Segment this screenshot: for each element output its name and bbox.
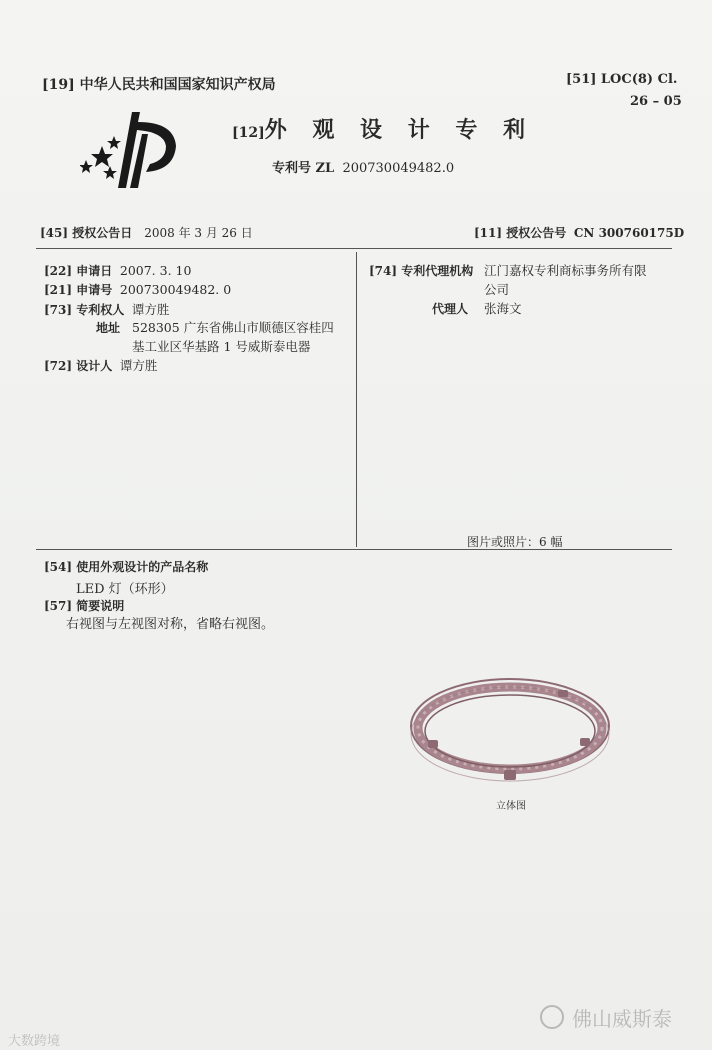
watermark-right bbox=[540, 1003, 672, 1032]
divider-bottom bbox=[36, 549, 672, 550]
patentee: 谭方胜 bbox=[131, 302, 170, 317]
agency-line-1: 江门嘉权专利商标事务所有限 bbox=[484, 263, 647, 278]
patent-number: 200730049482.0 bbox=[342, 161, 455, 176]
designer-label: [72] 设计人 bbox=[44, 359, 113, 373]
address-label: 地址 bbox=[96, 321, 121, 335]
loc-classification: [51] LOC(8) Cl. bbox=[566, 72, 678, 87]
address-line-2: 基工业区华基路 1 号威斯泰电器 bbox=[132, 339, 311, 354]
application-date: 2007. 3. 10 bbox=[119, 263, 192, 278]
document-type-code: [12] bbox=[232, 125, 265, 141]
led-ring-lamp-image bbox=[408, 668, 612, 786]
column-divider bbox=[356, 252, 357, 547]
patentee-label: [73] 专利权人 bbox=[44, 303, 125, 317]
application-date-label: [22] 申请日 bbox=[44, 264, 113, 278]
product-name-label: [54] 使用外观设计的产品名称 bbox=[44, 560, 209, 574]
document-type: 外 观 设 计 专 利 bbox=[264, 117, 535, 143]
watermark-left: 大数跨境 bbox=[8, 1034, 61, 1049]
grant-pub-number: CN 300760175D bbox=[573, 226, 685, 240]
divider-top bbox=[36, 248, 672, 249]
agency-line-2: 公司 bbox=[484, 282, 510, 297]
application-number-line bbox=[44, 281, 231, 298]
office-name: [19] 中华人民共和国国家知识产权局 bbox=[42, 77, 276, 93]
application-number: 200730049482. 0 bbox=[119, 282, 232, 297]
address-line-1: 528305 广东省佛山市顺德区容桂四 bbox=[132, 320, 334, 335]
patent-office-emblem-icon bbox=[80, 108, 192, 194]
designer-line bbox=[44, 356, 157, 374]
loc-classification-code: 26 – 05 bbox=[630, 94, 682, 109]
grant-date: 2008 年 3 月 26 日 bbox=[144, 226, 253, 240]
figure-caption: 立体图 bbox=[496, 801, 526, 812]
patent-number-line bbox=[272, 157, 454, 176]
agent-label: 代理人 bbox=[432, 302, 469, 316]
patent-number-label: 专利号 ZL bbox=[272, 161, 335, 176]
grant-pub-number-label: [11] 授权公告号 bbox=[474, 226, 567, 240]
wechat-icon bbox=[540, 1005, 564, 1029]
grant-date-line bbox=[40, 224, 253, 241]
document-type-title bbox=[232, 113, 534, 144]
watermark-right-text: 佛山威斯泰 bbox=[572, 1007, 672, 1031]
patentee-line bbox=[44, 300, 169, 318]
agency-label: [74] 专利代理机构 bbox=[369, 264, 474, 278]
figure-count: 图片或照片：6 幅 bbox=[467, 535, 563, 549]
brief-description-label: [57] 简要说明 bbox=[44, 599, 125, 613]
designer: 谭方胜 bbox=[119, 358, 158, 373]
brief-description: 右视图与左视图对称，省略右视图。 bbox=[66, 617, 275, 632]
grant-date-label: [45] 授权公告日 bbox=[40, 226, 133, 240]
grant-pub-number-line bbox=[474, 224, 684, 241]
application-date-line bbox=[44, 262, 191, 279]
product-name: LED 灯（环形） bbox=[76, 582, 174, 597]
application-number-label: [21] 申请号 bbox=[44, 283, 113, 297]
agent: 张海文 bbox=[484, 301, 522, 316]
